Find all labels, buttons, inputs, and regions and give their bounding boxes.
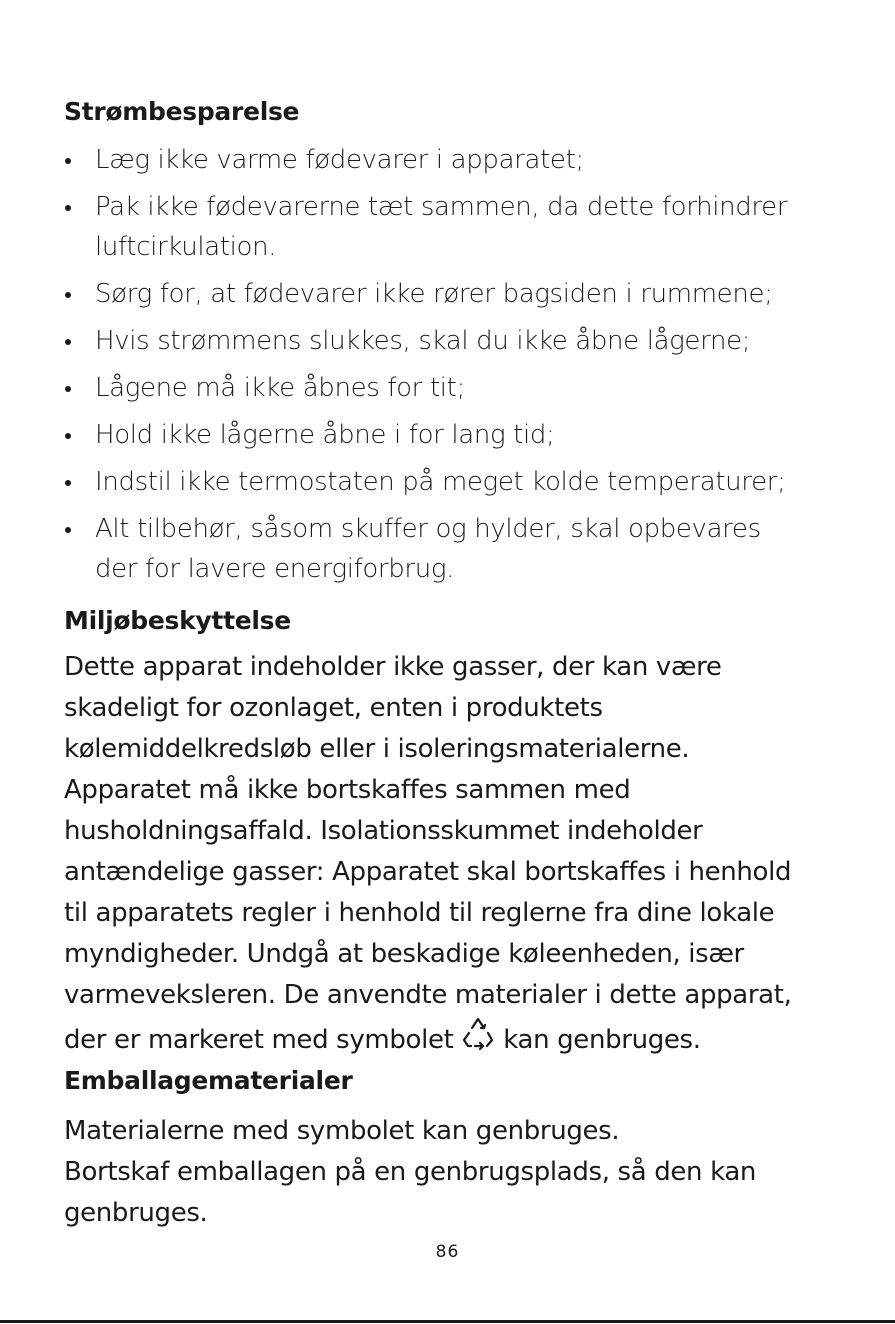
- list-item: Sørg for, at fødevarer ikke rører bagsiden i rummene;: [64, 274, 844, 314]
- page-number: 86: [435, 1242, 460, 1262]
- environment-paragraph: [64, 647, 844, 1061]
- manual-page: [64, 92, 844, 1234]
- list-item: Læg ikke varme fødevarer i apparatet;: [64, 140, 844, 180]
- bottom-divider: [0, 1320, 895, 1323]
- list-item: Alt tilbehør, såsom skuffer og hylder, skal opbevares der for lavere energiforbrug.: [64, 509, 844, 589]
- environment-text: Dette apparat indeholder ikke gasser, der kan være skadeligt for ozonlaget, enten i produktets kølemiddelkredsløb eller i isoleringsmaterialerne. Apparatet må ikke bortskaffes sammen med husholdningsaffald. Isolationsskummet indeholder antændelige gasser: Apparatet skal bortskaffes i henhold til apparatets regler i henhold til reglerne fra dine lokale myndigheder. Undgå at beskadige køleenheden, især varmeveksleren. De anvendte materialer i dette apparat, der er markeret med symbolet: [64, 652, 792, 1055]
- list-item: Hold ikke lågerne åbne i for lang tid;: [64, 415, 844, 455]
- list-item: Lågene må ikke åbnes for tit;: [64, 368, 844, 408]
- packaging-paragraph: Materialerne med symbolet kan genbruges. Bortskaf emballagen på en genbrugsplads, så den kan genbruges.: [64, 1116, 757, 1228]
- section-heading-environment: Miljøbeskyttelse: [64, 606, 291, 635]
- energy-tips-list: [64, 140, 844, 589]
- recycle-icon: [461, 1016, 495, 1052]
- section-heading-energy: Strømbesparelse: [64, 97, 300, 126]
- environment-text-end: kan genbruges.: [503, 1025, 701, 1055]
- list-item: Hvis strømmens slukkes, skal du ikke åbne lågerne;: [64, 321, 844, 361]
- list-item: Indstil ikke termostaten på meget kolde temperaturer;: [64, 462, 844, 502]
- section-heading-packaging: Emballagematerialer: [64, 1066, 353, 1095]
- list-item: Pak ikke fødevarerne tæt sammen, da dette forhindrer luftcirkulation.: [64, 187, 844, 267]
